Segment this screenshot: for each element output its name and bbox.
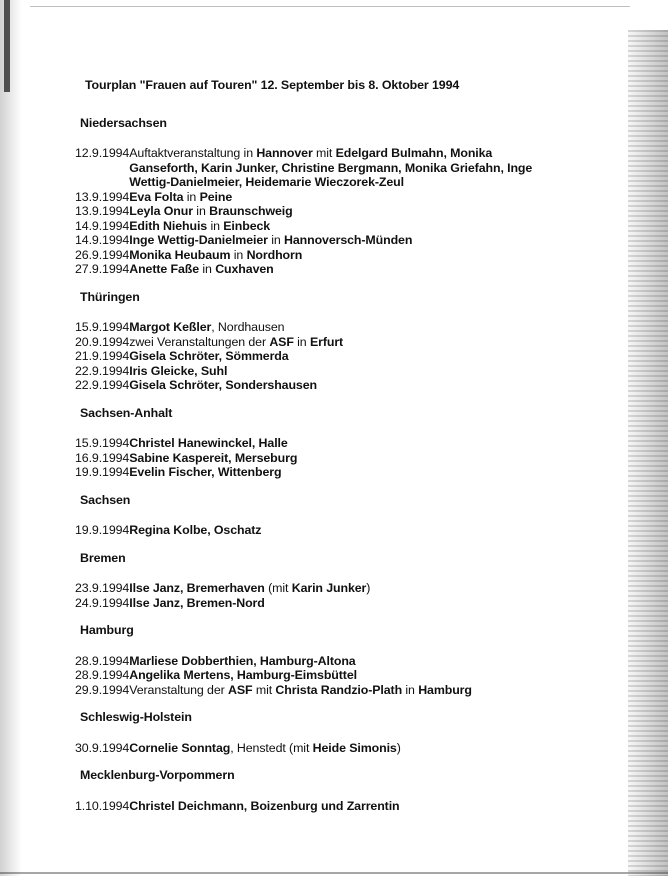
- entry-highlight: Eva Folta: [129, 189, 184, 204]
- entry-text: in: [267, 233, 284, 247]
- entry-text: , Nordhausen: [211, 320, 285, 334]
- entry-highlight: Ilse Janz, Bremerhaven: [129, 581, 265, 595]
- region-heading: Thüringen: [80, 289, 140, 304]
- entry-highlight: Einbeck: [223, 218, 271, 233]
- tour-entry: [75, 799, 630, 814]
- region-section: [75, 551, 630, 611]
- entry-description: [129, 349, 539, 364]
- tour-entry: [75, 219, 630, 234]
- tour-entry: [75, 190, 630, 205]
- entry-date: 29.9.1994: [75, 682, 130, 697]
- document-title: Tourplan "Frauen auf Touren" 12. September bis 8. Oktober 1994: [85, 78, 460, 92]
- entry-date: 20.9.1994: [75, 334, 130, 349]
- tour-entry: [75, 335, 630, 350]
- entry-date: 23.9.1994: [75, 581, 130, 595]
- entry-highlight: Edelgard Bulmahn, Monika Ganseforth, Karin Junker, Christine Bergmann, Monika Griefahn, Inge Wettig-Danielmeier, Heidemarie Wieczorek-Zeul: [129, 146, 533, 189]
- entry-highlight: Christel Hanewinckel, Halle: [129, 436, 288, 450]
- entry-date: 24.9.1994: [75, 595, 130, 610]
- entry-highlight: Anette Faße: [129, 262, 200, 276]
- entry-text: Veranstaltung der: [129, 682, 229, 697]
- region-section: [75, 710, 630, 755]
- tour-entry: [75, 320, 630, 335]
- entry-date: 19.9.1994: [75, 465, 130, 479]
- region-heading: Hamburg: [80, 623, 134, 637]
- entry-date: 28.9.1994: [75, 653, 130, 668]
- scan-edge-bottom: [0, 872, 668, 874]
- entry-date: 15.9.1994: [75, 436, 130, 450]
- entry-highlight: Leyla Onur: [129, 204, 193, 218]
- entry-date: 19.9.1994: [75, 523, 130, 537]
- tour-entry: [75, 262, 630, 277]
- region-section: [75, 768, 630, 813]
- region-heading: Niedersachsen: [80, 115, 167, 130]
- tour-entry: [75, 741, 630, 756]
- entry-highlight: Erfurt: [309, 334, 344, 349]
- entry-date: 12.9.1994: [75, 146, 130, 160]
- entry-description: [129, 436, 539, 451]
- scan-noise-right: [628, 30, 668, 876]
- region-section: [75, 623, 630, 697]
- entry-highlight: Christel Deichmann, Boizenburg und Zarrentin: [129, 798, 400, 813]
- entry-text: ): [366, 581, 371, 595]
- tour-entry: [75, 378, 630, 393]
- entry-highlight: Hannover: [256, 146, 313, 160]
- entry-highlight: Iris Gleicke, Suhl: [129, 363, 228, 378]
- entry-highlight: Angelika Mertens, Hamburg-Eimsbüttel: [129, 668, 357, 682]
- entry-text: in: [230, 247, 247, 262]
- entry-highlight: Heide Simonis: [312, 740, 397, 755]
- entry-date: 15.9.1994: [75, 320, 130, 334]
- entry-text: in: [207, 218, 224, 233]
- entry-date: 22.9.1994: [75, 363, 130, 378]
- tour-entry: [75, 523, 630, 538]
- tour-entry: [75, 654, 630, 669]
- entry-description: [129, 204, 539, 219]
- tour-entry: [75, 451, 630, 466]
- entry-text: in: [192, 204, 210, 218]
- entry-text: in: [199, 262, 216, 276]
- entry-highlight: ASF: [228, 682, 253, 697]
- entry-highlight: Marliese Dobberthien, Hamburg-Altona: [129, 653, 356, 668]
- entry-highlight: Monika Heubaum: [129, 247, 231, 262]
- entry-date: 1.10.1994: [75, 798, 130, 813]
- entry-description: [129, 581, 539, 596]
- tour-entry: [75, 248, 630, 263]
- tour-sections: [75, 116, 630, 814]
- entry-highlight: Margot Keßler: [129, 320, 212, 334]
- region-section: [75, 290, 630, 393]
- entry-date: 14.9.1994: [75, 218, 130, 233]
- tour-entry: [75, 436, 630, 451]
- entry-highlight: Cornelie Sonntag: [129, 740, 231, 755]
- entry-description: [129, 219, 539, 234]
- region-section: [75, 116, 630, 277]
- entry-description: [129, 146, 539, 190]
- entry-text: , Henstedt (mit: [230, 740, 313, 755]
- entry-highlight: Hamburg: [418, 682, 472, 697]
- entry-description: [129, 378, 539, 393]
- entry-highlight: Inge Wettig-Danielmeier: [129, 233, 268, 247]
- entry-description: [129, 654, 539, 669]
- entry-highlight: Nordhorn: [246, 247, 303, 262]
- region-heading: Mecklenburg-Vorpommern: [80, 768, 235, 782]
- entry-text: zwei Veranstaltungen der: [129, 334, 270, 349]
- entry-description: [129, 668, 539, 683]
- scan-shadow-left: [0, 0, 22, 876]
- entry-text: ): [396, 740, 401, 755]
- tour-entry: [75, 668, 630, 683]
- tour-entry: [75, 204, 630, 219]
- entry-date: 28.9.1994: [75, 668, 130, 682]
- entry-highlight: Braunschweig: [209, 204, 293, 218]
- entry-description: [129, 248, 539, 263]
- entry-date: 14.9.1994: [75, 233, 130, 247]
- entry-date: 13.9.1994: [75, 204, 130, 218]
- entry-date: 22.9.1994: [75, 378, 130, 392]
- entry-date: 27.9.1994: [75, 262, 130, 276]
- entry-description: [129, 596, 539, 611]
- entry-description: [129, 320, 539, 335]
- tour-entry: [75, 465, 630, 480]
- region-heading: Schleswig-Holstein: [80, 710, 192, 724]
- entry-highlight: Cuxhaven: [215, 262, 274, 276]
- entry-description: [129, 523, 539, 538]
- entry-text: in: [183, 189, 200, 204]
- entry-description: [129, 190, 539, 205]
- entry-date: 30.9.1994: [75, 740, 130, 755]
- entry-description: [129, 799, 539, 814]
- tour-entry: [75, 233, 630, 248]
- entry-highlight: Peine: [199, 189, 233, 204]
- entry-description: [129, 465, 539, 480]
- document-body: [75, 78, 630, 826]
- entry-highlight: Gisela Schröter, Sondershausen: [129, 378, 317, 392]
- tour-entry: [75, 349, 630, 364]
- entry-text: in: [402, 682, 419, 697]
- tour-entry: [75, 364, 630, 379]
- entry-highlight: Karin Junker: [291, 581, 367, 595]
- entry-text: mit: [252, 682, 276, 697]
- entry-description: [129, 741, 539, 756]
- tour-entry: [75, 596, 630, 611]
- entry-description: [129, 335, 539, 350]
- scan-edge-top: [30, 6, 630, 7]
- tour-entry: [75, 146, 630, 190]
- scan-binding-mark: [4, 0, 10, 92]
- entry-highlight: Regina Kolbe, Oschatz: [129, 523, 262, 537]
- entry-description: [129, 683, 539, 698]
- entry-text: in: [293, 334, 310, 349]
- entry-description: [129, 451, 539, 466]
- tour-entry: [75, 581, 630, 596]
- entry-highlight: Evelin Fischer, Wittenberg: [129, 465, 282, 479]
- region-section: [75, 493, 630, 538]
- entry-highlight: Sabine Kaspereit, Merseburg: [129, 450, 298, 465]
- tour-entry: [75, 683, 630, 698]
- region-heading: Sachsen: [80, 492, 131, 507]
- entry-text: Auftaktveranstaltung in: [129, 146, 257, 160]
- entry-highlight: Edith Niehuis: [129, 218, 208, 233]
- entry-highlight: Ilse Janz, Bremen-Nord: [129, 595, 265, 610]
- entry-date: 21.9.1994: [75, 349, 130, 363]
- entry-description: [129, 262, 539, 277]
- entry-date: 26.9.1994: [75, 247, 130, 262]
- entry-highlight: ASF: [269, 334, 294, 349]
- region-heading: Bremen: [80, 550, 126, 565]
- entry-description: [129, 364, 539, 379]
- entry-description: [129, 233, 539, 248]
- entry-text: mit: [312, 146, 336, 160]
- entry-highlight: Hannoversch-Münden: [284, 233, 413, 247]
- entry-highlight: Gisela Schröter, Sömmerda: [129, 349, 289, 363]
- entry-date: 13.9.1994: [75, 189, 130, 204]
- entry-text: (mit: [264, 581, 292, 595]
- entry-highlight: Christa Randzio-Plath: [275, 682, 403, 697]
- region-section: [75, 406, 630, 480]
- entry-date: 16.9.1994: [75, 450, 130, 465]
- region-heading: Sachsen-Anhalt: [80, 405, 173, 420]
